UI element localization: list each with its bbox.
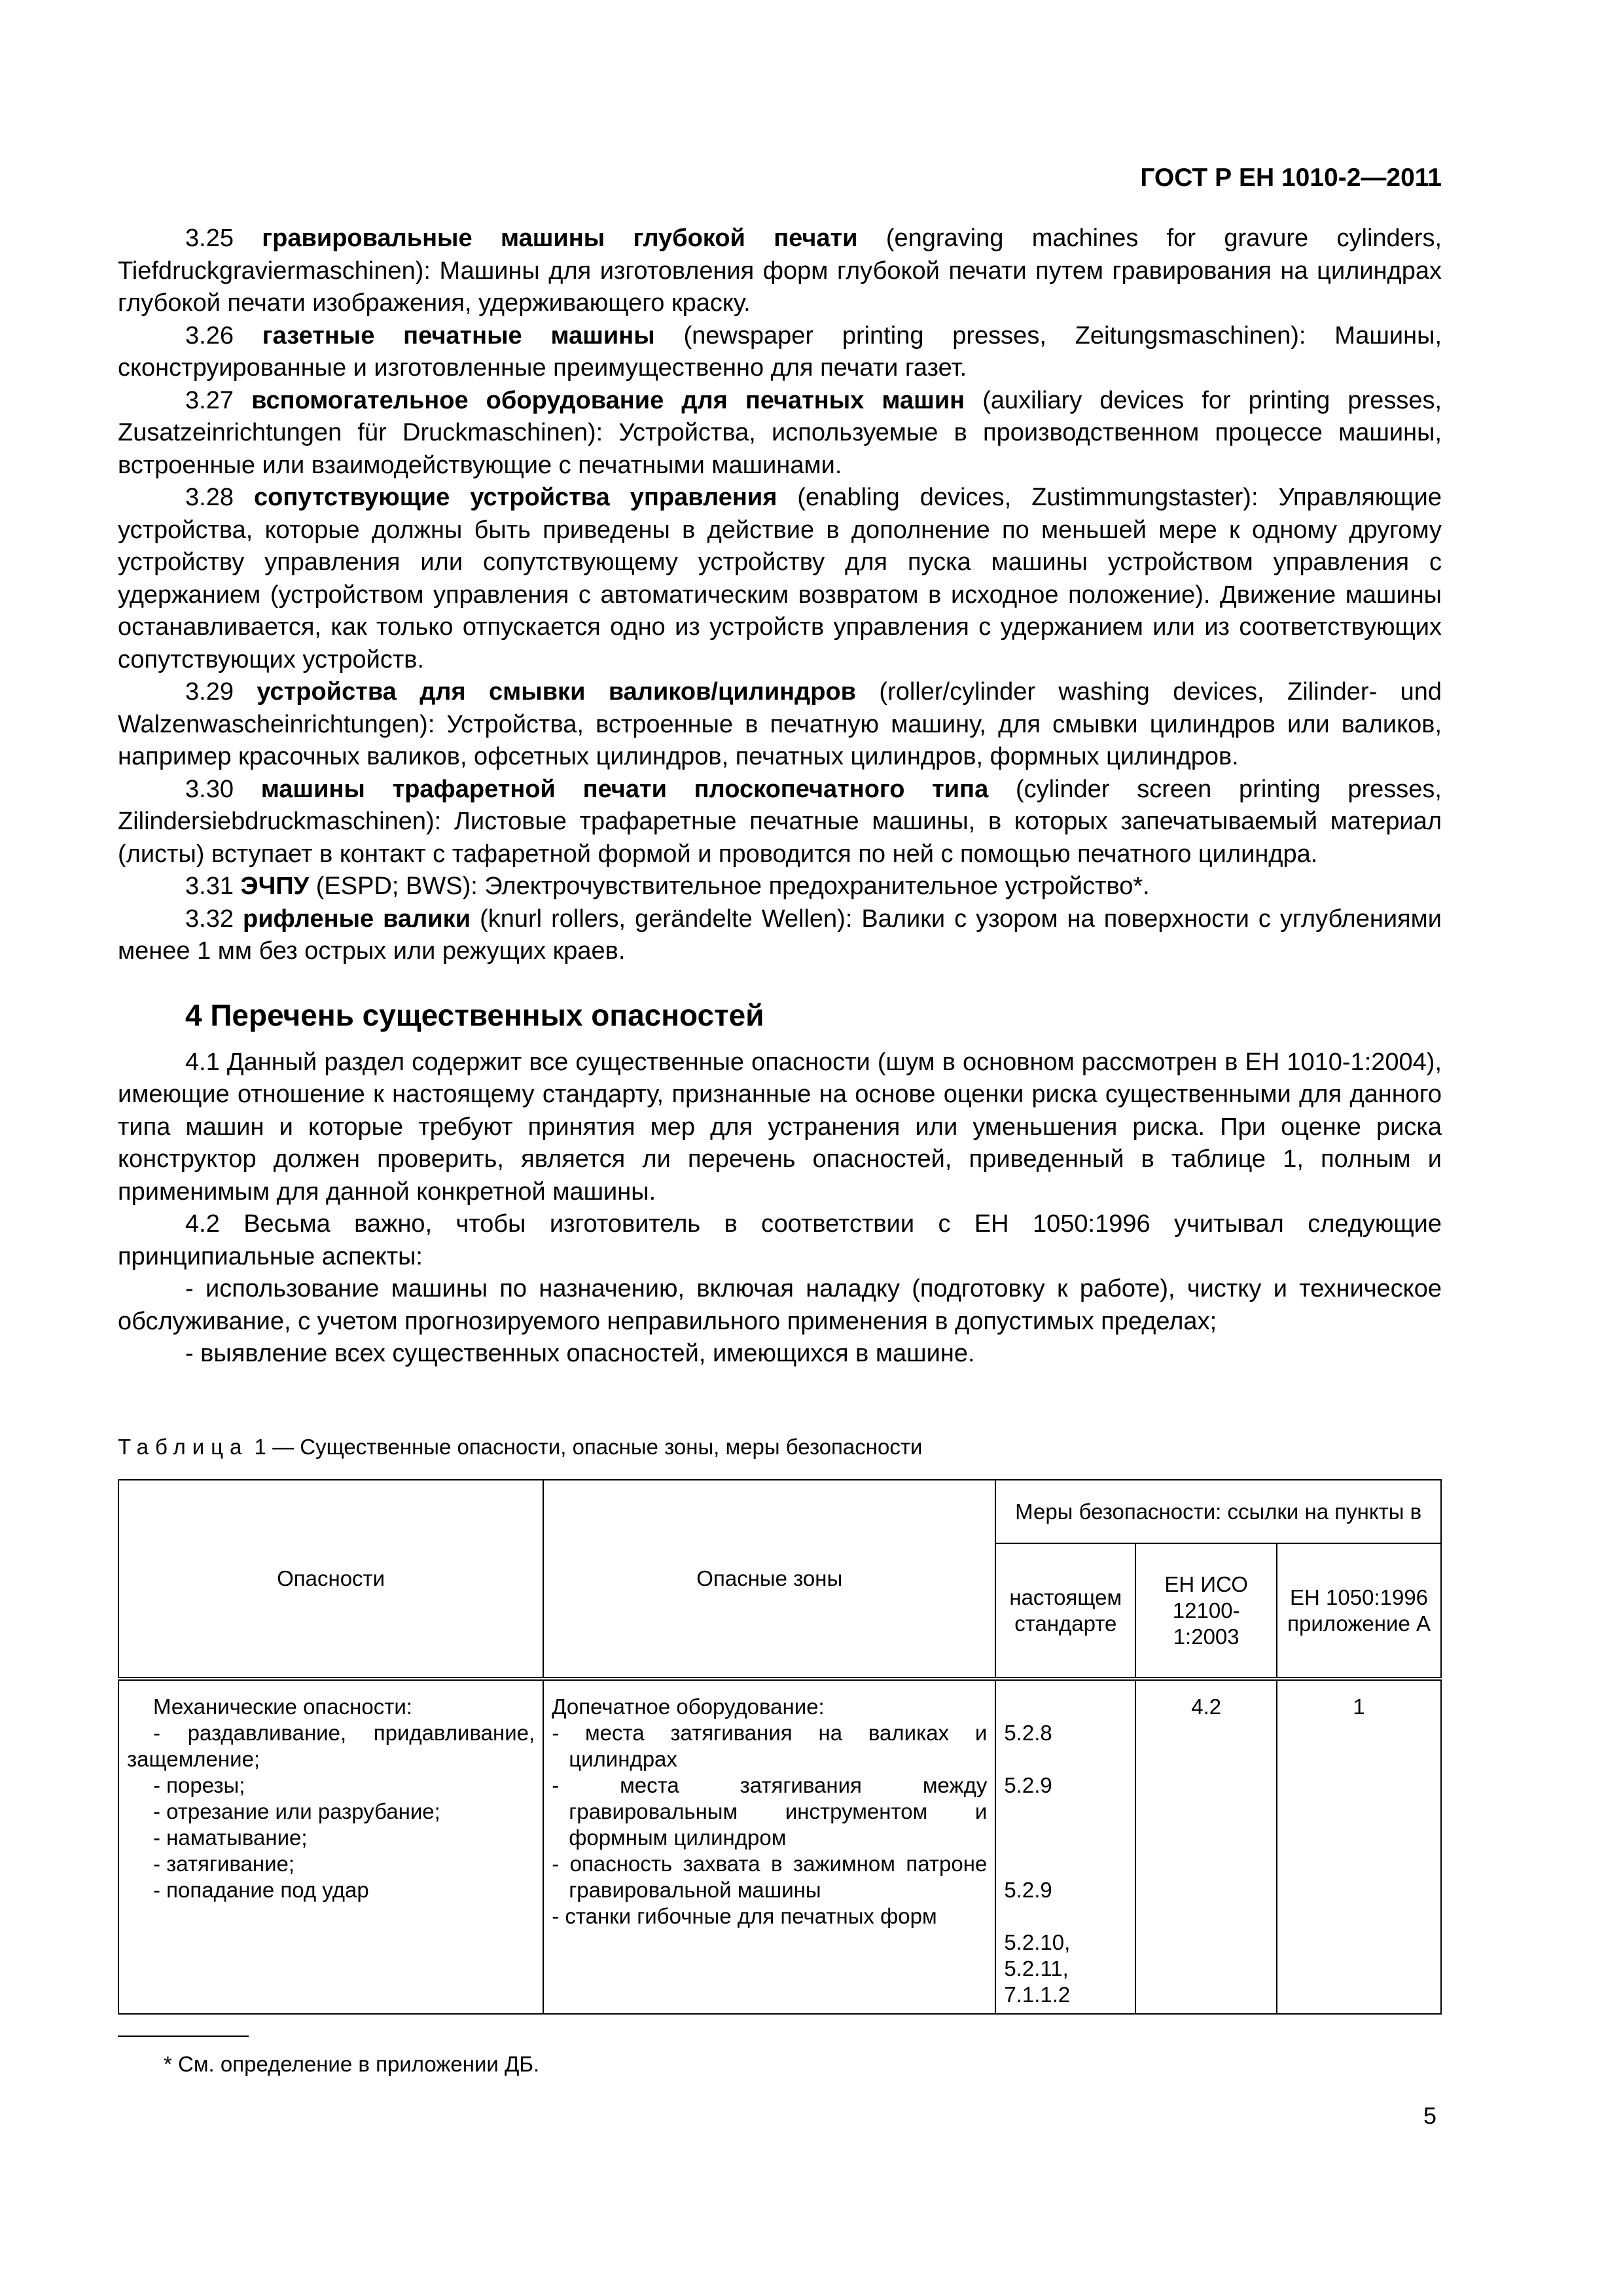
definition-3-28 <box>118 482 1442 676</box>
document-code: ГОСТ Р ЕН 1010-2—2011 <box>1140 164 1442 192</box>
zones-title: Допечатное оборудование: <box>552 1695 825 1719</box>
hazard-item: - отрезание или разрубание; <box>153 1799 440 1823</box>
def-term: сопутствующие устройства управления <box>254 484 777 511</box>
section-heading: 4 Перечень существенных опасностей <box>185 997 764 1032</box>
def-term: устройства для смывки валиков/цилиндров <box>257 678 857 706</box>
definition-3-27 <box>118 385 1442 482</box>
zones-cell <box>543 1679 995 2014</box>
def-text: (roller/cylinder washing devices, Zilinder- und Walzenwascheinrichtungen): Устройства, встроенные в печатную машину, для смывки цилиндров или валиков, например красочных валиков, офсетных цилиндров, печатных цилиндров, формных цилиндров. <box>118 678 1442 770</box>
def-term: ЭЧПУ <box>240 872 310 900</box>
zone-item: - места затягивания на валиках и цилиндрах <box>552 1721 988 1771</box>
def-num: 3.28 <box>185 484 234 511</box>
def-num: 3.30 <box>185 775 234 803</box>
def-num: 3.27 <box>185 386 234 414</box>
def-term: газетные печатные машины <box>262 321 655 350</box>
definition-3-29 <box>118 676 1442 774</box>
header-zones: Опасные зоны <box>543 1480 995 1679</box>
def-num: 3.32 <box>185 905 234 933</box>
list-item: - выявление всех существенных опасностей, имеющихся в машине. <box>185 1340 975 1367</box>
page-number: 5 <box>1423 2102 1436 2129</box>
caption-label: Таблица <box>118 1435 249 1459</box>
def-num: 3.29 <box>185 678 234 706</box>
header-measures: Меры безопасности: ссылки на пункты в <box>995 1480 1441 1543</box>
caption-text: 1 — Существенные опасности, опасные зоны, меры безопасности <box>248 1435 923 1459</box>
def-text: (engraving machines for gravure cylinders, Tiefdruckgraviermaschinen): Машины для изготовления форм глубокой печати путем гравирования на цилиндрах глубокой печати изображения, удерживающего краску. <box>118 224 1442 317</box>
definition-3-25 <box>118 223 1442 320</box>
en-iso-cell: 4.2 <box>1135 1679 1277 2014</box>
ref-value: 5.2.10, <box>1004 1930 1071 1954</box>
ref-value: 7.1.1.2 <box>1004 1982 1071 2007</box>
zone-item: - места затягивания между гравировальным инструментом и формным цилиндром <box>552 1773 988 1850</box>
header-this-standard: настоящем стандарте <box>995 1543 1135 1679</box>
def-term: вспомогательное оборудование для печатных машин <box>251 386 965 414</box>
def-text: (auxiliary devices for printing presses, Zusatzeinrichtungen für Druckmaschinen): Устройства, используемые в производственном процессе машины, встроенные или взаимодействующие с печатными машинами. <box>118 386 1442 479</box>
definition-3-26 <box>118 320 1442 385</box>
def-num: 3.31 <box>185 872 234 900</box>
def-text: (knurl rollers, gerändelte Wellen): Валики с узором на поверхности с углублениями менее 1 мм без острых или режущих краев. <box>118 905 1442 965</box>
ref-value: 5.2.9 <box>1004 1773 1052 1797</box>
def-term: рифленые валики <box>242 905 471 933</box>
footnote: * См. определение в приложении ДБ. <box>164 2052 540 2076</box>
def-term: гравировальные машины глубокой печати <box>262 224 858 252</box>
ref-value: 5.2.9 <box>1004 1878 1052 1902</box>
header-en1050: ЕН 1050:1996 приложение А <box>1277 1543 1441 1679</box>
definition-3-31 <box>118 870 1442 903</box>
hazard-item: - наматывание; <box>153 1825 308 1850</box>
def-text: (cylinder screen printing presses, Zilindersiebdruckmaschinen): Листовые трафаретные печатные машины, в которых запечатываемый материал (листы) вступает в контакт с тафаретной формой и проводится по ней с помощью печатного цилиндра. <box>118 775 1442 868</box>
hazard-item: - раздавливание, придавливание, защемление; <box>127 1721 535 1771</box>
en1050-cell: 1 <box>1277 1679 1441 2014</box>
def-term: машины трафаретной печати плоскопечатного типа <box>260 775 989 803</box>
paragraph: 4.2 Весьма важно, чтобы изготовитель в соответствии с ЕН 1050:1996 учитывал следующие принципиальные аспекты: <box>118 1210 1442 1270</box>
def-text: (enabling devices, Zustimmungstaster): Управляющие устройства, которые должны быть приведены в действие в дополнение по меньшей мере к одному другому устройству управления или сопутствующему устройству для пуска машины устройством управления с удержанием (устройством управления с автоматическим возвратом в исходное положение). Движение машины останавливается, как только отпускается одно из устройств управления с удержанием или из соответствующих сопутствующих устройств. <box>118 484 1442 673</box>
hazard-item: - попадание под удар <box>153 1878 369 1902</box>
paragraph: 4.1 Данный раздел содержит все существенные опасности (шум в основном рассмотрен в ЕН 1010-1:2004), имеющие отношение к настоящему стандарту, признанные на основе оценки риска существенными для данного типа машин и которые требуют принятия мер для устранения или уменьшения риска. При оценке риска конструктор должен проверить, является ли перечень опасностей, приведенный в таблице 1, полным и применимым для данной конкретной машины. <box>118 1048 1442 1206</box>
footnote-divider <box>118 2036 249 2037</box>
this-standard-cell <box>995 1679 1135 2014</box>
def-text: (ESPD; BWS): Электрочувствительное предохранительное устройство*. <box>309 872 1150 900</box>
list-item: - использование машины по назначению, включая наладку (подготовку к работе), чистку и техническое обслуживание, с учетом прогнозируемого неправильного применения в допустимых пределах; <box>118 1275 1442 1335</box>
hazards-table <box>118 1479 1442 2015</box>
hazards-cell <box>118 1679 543 2014</box>
ref-value: 5.2.8 <box>1004 1721 1052 1745</box>
definition-3-32 <box>118 903 1442 968</box>
def-text: (newspaper printing presses, Zeitungsmaschinen): Машины, сконструированные и изготовленные преимущественно для печати газет. <box>118 321 1442 382</box>
def-num: 3.25 <box>185 224 234 252</box>
body-text <box>118 223 1442 1371</box>
header-en-iso: ЕН ИСО 12100-1:2003 <box>1135 1543 1277 1679</box>
zone-item: - опасность захвата в зажимном патроне гравировальной машины <box>552 1852 988 1902</box>
table-caption <box>118 1435 922 1460</box>
hazard-item: - затягивание; <box>153 1852 295 1876</box>
hazards-title: Механические опасности: <box>153 1695 412 1719</box>
zone-item: - станки гибочные для печатных форм <box>552 1904 937 1928</box>
header-hazards: Опасности <box>118 1480 543 1679</box>
ref-value: 5.2.11, <box>1004 1956 1069 1981</box>
def-num: 3.26 <box>185 321 234 350</box>
hazard-item: - порезы; <box>153 1773 245 1797</box>
definition-3-30 <box>118 774 1442 871</box>
